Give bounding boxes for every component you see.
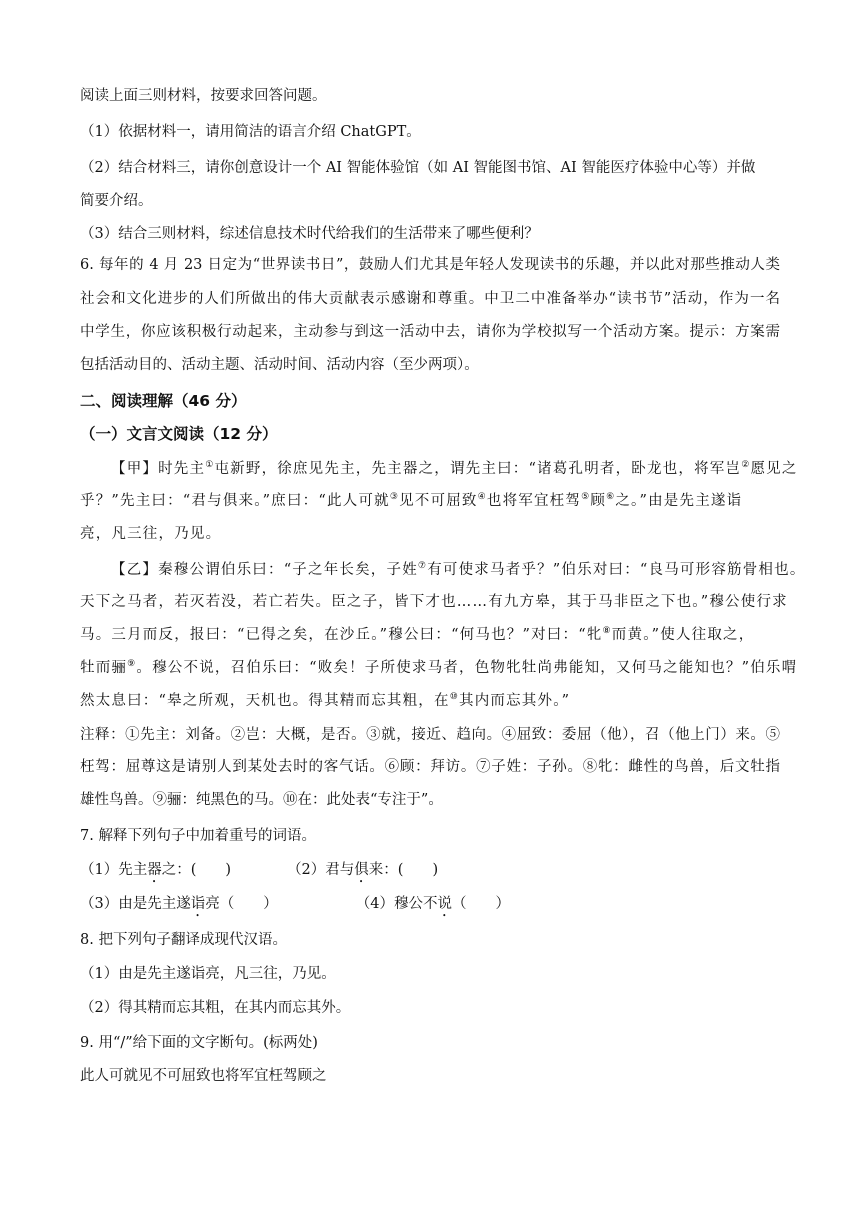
passage-jia-line1: 【甲】时先主①屯新野，徐庶见先主，先主器之，谓先主曰：“诸葛孔明者，卧龙也，将军岂②愿见之: [111, 460, 798, 477]
passage-jia-line3: 亮，凡三往，乃见。: [80, 526, 222, 542]
q6-line4: 包括活动目的、活动主题、活动时间、活动内容（至少两项）。: [80, 357, 479, 373]
q5-part2-line1: （2）结合材料三，请你创意设计一个 AI 智能体验馆（如 AI 智能图书馆、AI 智能医疗体验中心等）并做: [80, 160, 756, 176]
q6-line2: 社会和文化进步的人们所做出的伟大贡献表示感谢和尊重。中卫二中准备举办“读书节”活动，作为一名: [80, 291, 780, 307]
passage-yi-line2: 天下之马者，若灭若没，若亡若失。臣之子，皆下才也……有九方皋，其于马非臣之下也。”穆公使行求: [80, 594, 788, 610]
q8-part1: （1）由是先主遂诣亮，凡三往，乃见。: [80, 966, 336, 982]
q9-text: 此人可就见不可屈致也将军宜枉驾顾之: [80, 1068, 327, 1084]
passage-yi-line4: 牡而骊⑨。穆公不说，召伯乐曰：“败矣！子所使求马者，色物牝牡尚弗能知，又何马之能知也？”伯乐喟: [80, 659, 798, 676]
q8-title: 8. 把下列句子翻译成现代汉语。: [80, 932, 287, 948]
notes-line3: 雄性鸟兽。⑨骊：纯黑色的马。⑩在：此处表“专注于”。: [80, 792, 443, 808]
q7-title: 7. 解释下列句子中加着重号的词语。: [80, 828, 316, 844]
q9-title: 9. 用“/”给下面的文字断句。(标两处): [80, 1035, 318, 1051]
q6-line1: 6. 每年的 4 月 23 日定为“世界读书日”，鼓励人们尤其是年轻人发现读书的乐趣，并以此对那些推动人类: [80, 257, 780, 273]
q5-part3: （3）结合三则材料，综述信息技术时代给我们的生活带来了哪些便利？: [80, 226, 539, 242]
q7-row2: （3）由是先主遂诣亮（ ） （4）穆公不说（ ）: [80, 896, 510, 912]
passage-yi-line1: 【乙】秦穆公谓伯乐曰：“子之年长矣，子姓⑦有可使求马者乎？”伯乐对曰：“良马可形容筋骨相也。: [111, 561, 806, 578]
q5-part2-line2: 简要介绍。: [80, 193, 153, 209]
q5-part1: （1）依据材料一，请用简洁的语言介绍 ChatGPT。: [80, 124, 421, 140]
q6-line3: 中学生，你应该积极行动起来，主动参与到这一活动中去，请你为学校拟写一个活动方案。提示：方案需: [80, 324, 780, 340]
passage-yi-line3: 马。三月而反，报曰：“已得之矣，在沙丘。”穆公曰：“何马也？”对曰：“牝⑧而黄。”使人往取之，: [80, 626, 755, 643]
passage-jia-line2: 乎？”先主曰：“君与俱来。”庶曰：“此人可就③见不可屈致④也将军宜枉驾⑤顾⑥之。”由是先主遂诣: [80, 492, 743, 509]
passage-yi-line5: 然太息曰：“皋之所观，天机也。得其精而忘其粗，在⑩其内而忘其外。”: [80, 692, 571, 709]
section-heading-reading: 二、阅读理解（46 分）: [80, 392, 247, 410]
q7-row1: （1）先主器之：( ) （2）君与俱来：( ): [80, 862, 439, 878]
q8-part2: （2）得其精而忘其粗，在其内而忘其外。: [80, 1000, 351, 1016]
section-heading-classical: （一）文言文阅读（12 分）: [80, 425, 278, 443]
notes-line2: 枉驾：屈尊这是请别人到某处去时的客气话。⑥顾：拜访。⑦子姓：子孙。⑧牝：雌性的鸟兽，后文牡指: [80, 759, 780, 775]
notes-line1: 注释：①先主：刘备。②岂：大概，是否。③就，接近、趋向。④屈致：委屈（他），召（他上门）来。⑤: [80, 727, 780, 743]
intro-text: 阅读上面三则材料，按要求回答问题。: [80, 88, 327, 104]
